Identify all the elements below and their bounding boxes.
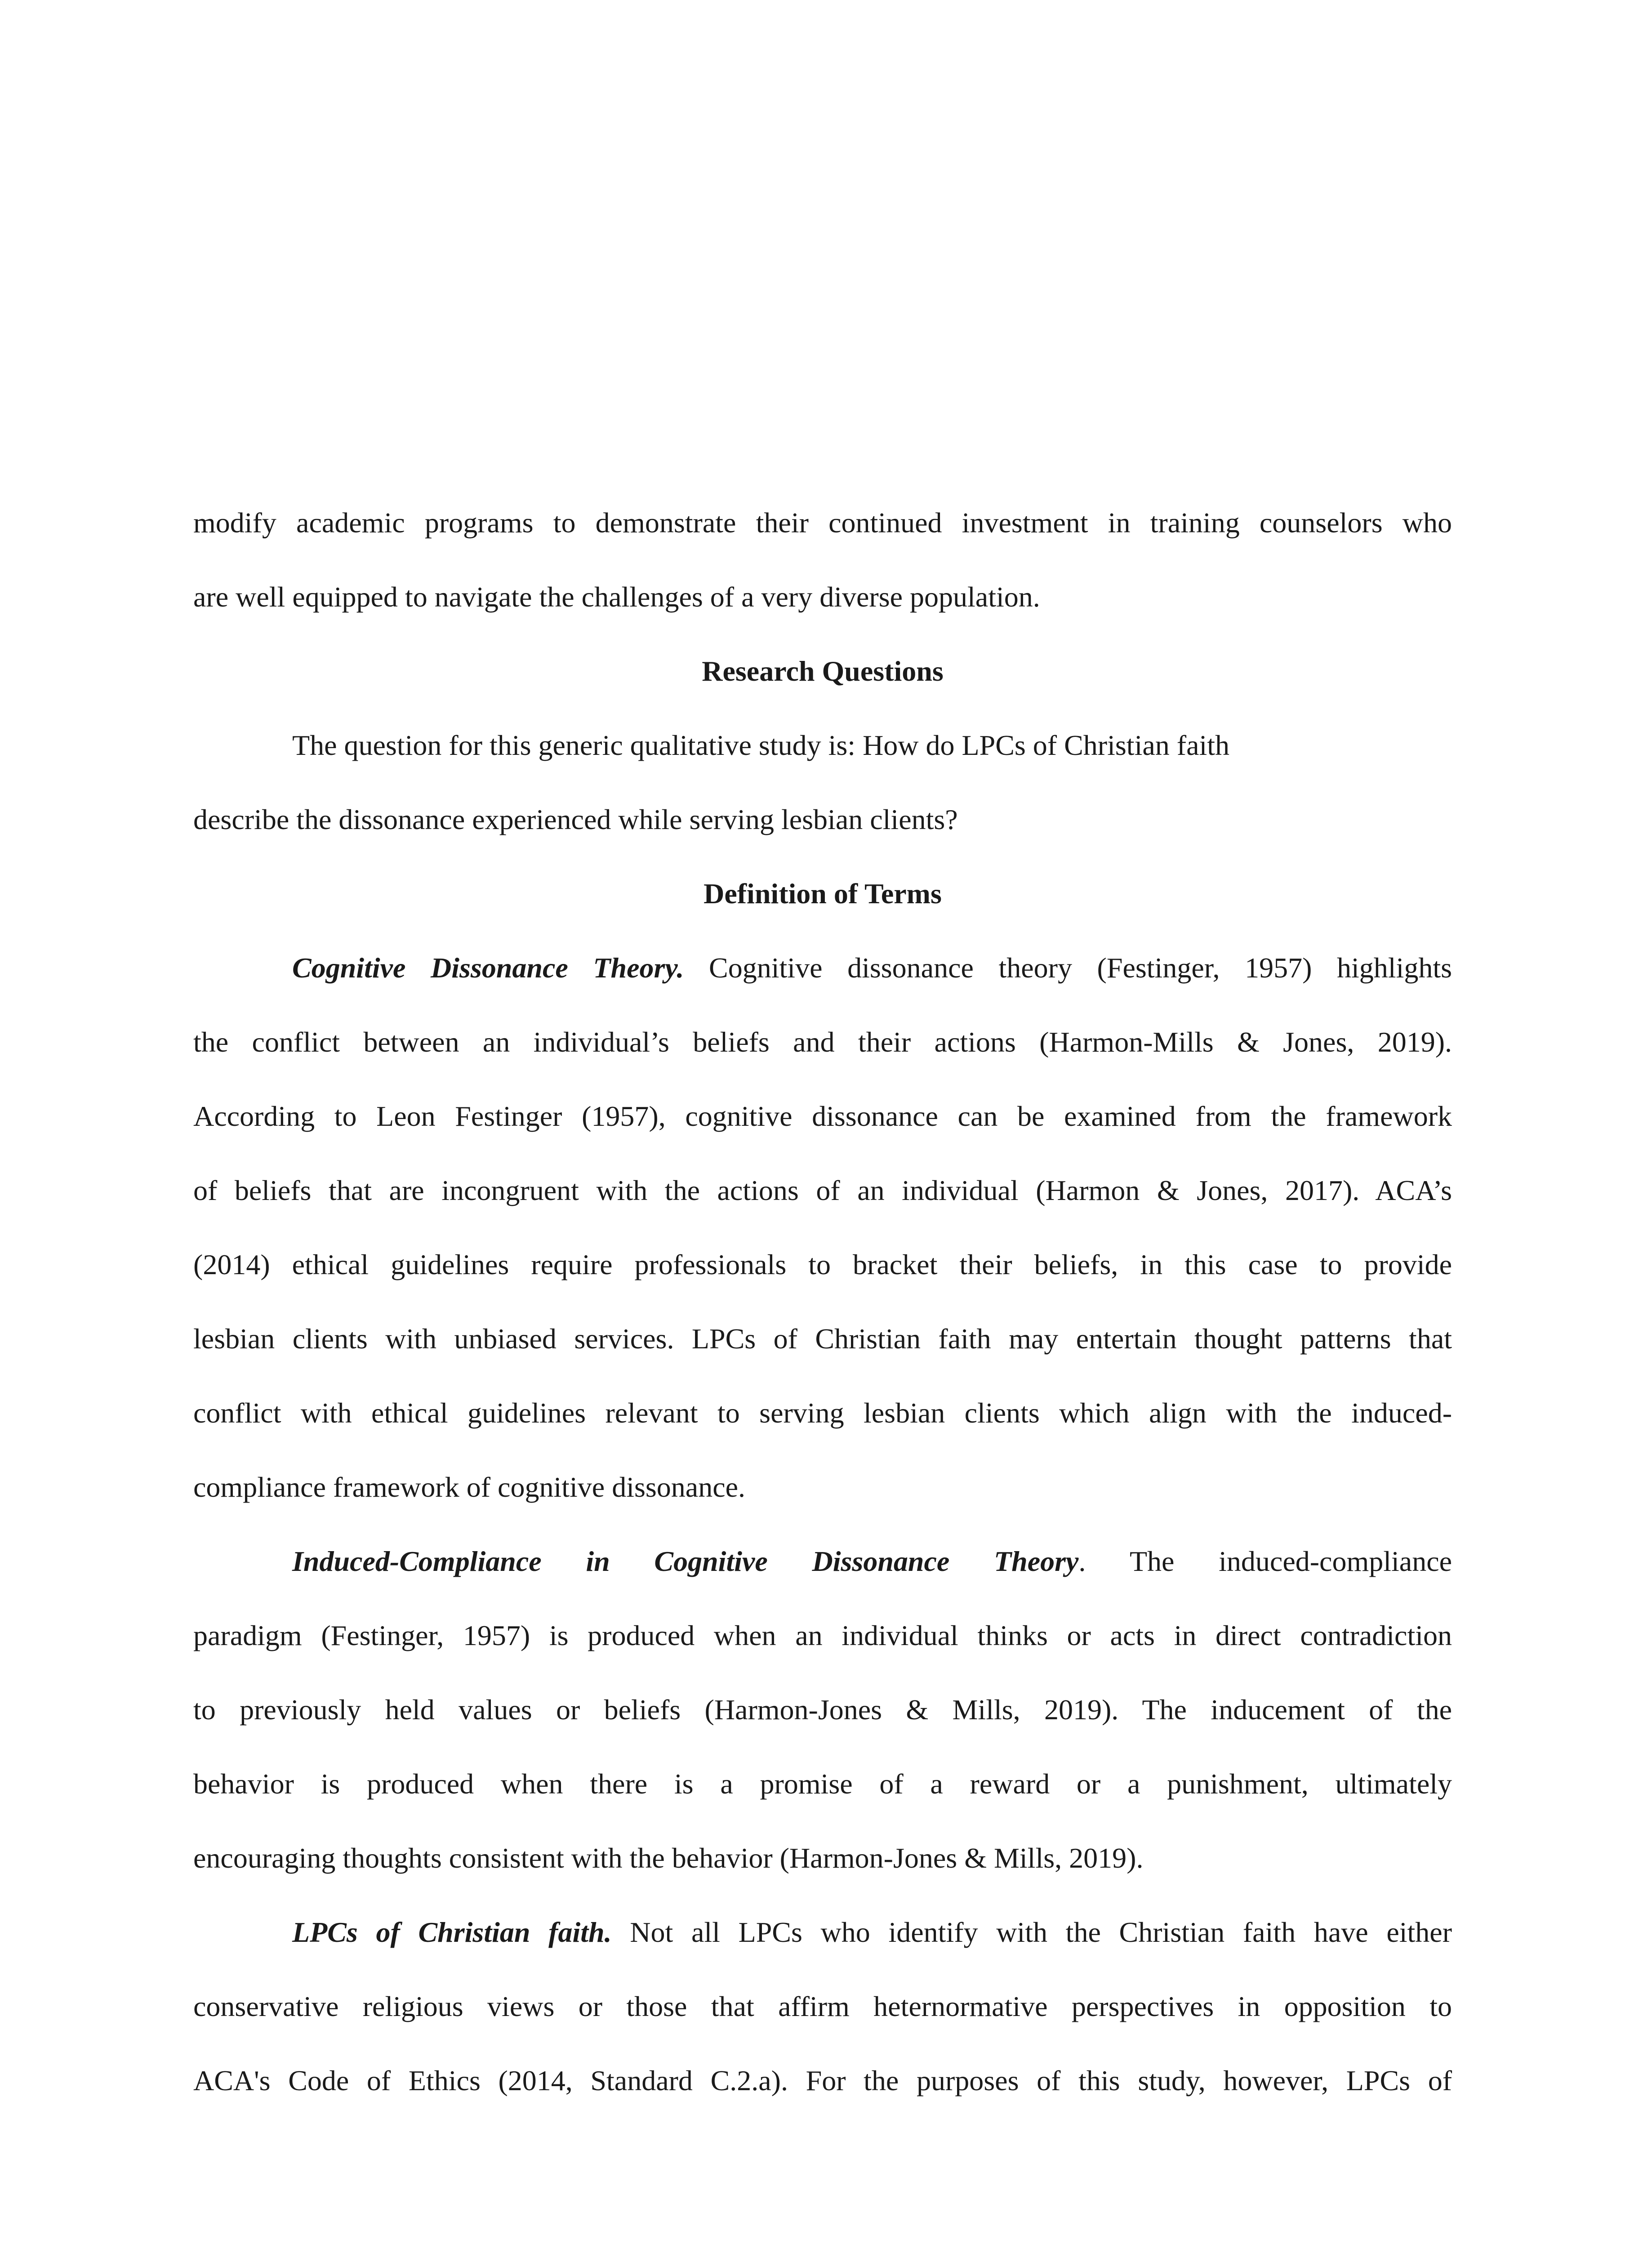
paragraph-line: paradigm (Festinger, 1957) is produced when an individual thinks or acts in direct contradiction [193,1619,1452,1651]
term-label: Induced-Compliance in Cognitive Dissonance Theory [292,1545,1079,1577]
paragraph-line: According to Leon Festinger (1957), cognitive dissonance can be examined from the framework [193,1100,1452,1132]
paragraph-line: modify academic programs to demonstrate their continued investment in training counselors who [193,507,1452,539]
paragraph-line: describe the dissonance experienced while serving lesbian clients? [193,803,958,835]
paragraph-line: behavior is produced when there is a promise of a reward or a punishment, ultimately [193,1768,1452,1800]
section-heading-definition-of-terms: Definition of Terms [704,878,942,910]
paragraph-line: lesbian clients with unbiased services. LPCs of Christian faith may entertain thought patterns that [193,1323,1452,1355]
paragraph-line: The question for this generic qualitative study is: How do LPCs of Christian faith [292,729,1230,761]
term-label: Cognitive Dissonance Theory. [292,952,684,984]
paragraph-line: of beliefs that are incongruent with the actions of an individual (Harmon & Jones, 2017). ACA’s [193,1174,1452,1206]
paragraph-line: (2014) ethical guidelines require professionals to bracket their beliefs, in this case to provide [193,1249,1452,1280]
paragraph-line: ACA's Code of Ethics (2014, Standard C.2.a). For the purposes of this study, however, LPCs of [193,2065,1452,2096]
term-definition-text: Cognitive dissonance theory (Festinger, 1957) highlights [684,952,1452,984]
paragraph-line: encouraging thoughts consistent with the behavior (Harmon-Jones & Mills, 2019). [193,1842,1144,1874]
term-definition-text: Not all LPCs who identify with the Christian faith have either [611,1916,1452,1948]
term-definition-line [193,1895,1452,1969]
term-label: LPCs of Christian faith. [292,1916,612,1948]
paragraph-line: the conflict between an individual’s beliefs and their actions (Harmon-Mills & Jones, 2019). [193,1026,1452,1058]
body-text [193,486,1452,2118]
paragraph-line: compliance framework of cognitive dissonance. [193,1471,745,1503]
section-heading-research-questions: Research Questions [702,655,944,687]
paragraph-line: are well equipped to navigate the challenges of a very diverse population. [193,581,1040,613]
paragraph-line: conflict with ethical guidelines relevant to serving lesbian clients which align with the induced- [193,1397,1452,1429]
term-definition-line [193,931,1452,1005]
term-definition-line [193,1524,1452,1598]
paragraph-line: conservative religious views or those that affirm heternormative perspectives in opposition to [193,1990,1452,2022]
term-definition-text: . The induced-compliance [1078,1545,1452,1577]
paragraph-line: to previously held values or beliefs (Harmon-Jones & Mills, 2019). The inducement of the [193,1694,1452,1726]
